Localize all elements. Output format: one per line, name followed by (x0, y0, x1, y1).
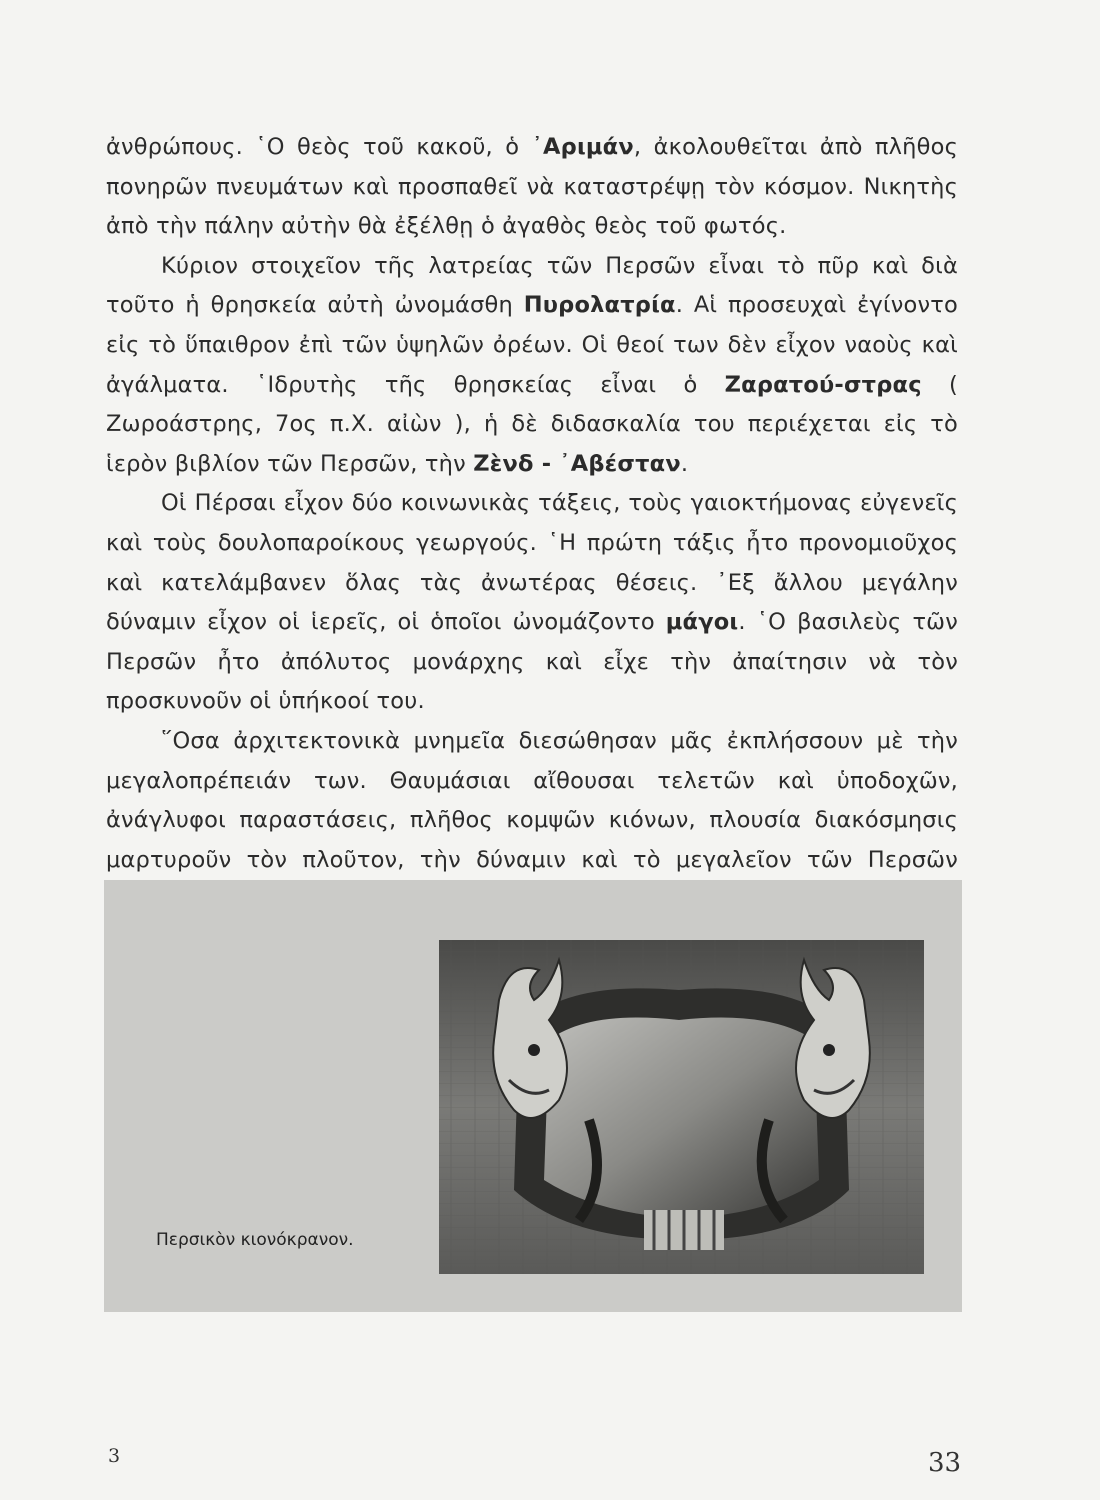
text-run: ἀνθρώπους. ῾Ο θεὸς τοῦ κακοῦ, ὁ ᾿ (106, 134, 544, 160)
text-run: . Αἱ προσευχαὶ ἐγίνοντο εἰς τὸ ὕπαιθρον ἐπὶ τῶν ὑψηλῶν ὀρέων. Οἱ θεοί των δὲν εἶχον ναοὺς καὶ ἀγάλματα. ῾Ιδρυτὴς τῆς θρησκείας εἶναι ὁ (106, 292, 958, 398)
capital-photo (439, 940, 924, 1274)
signature-mark: 3 (108, 1445, 121, 1467)
figure-caption: Περσικὸν κιονόκρανον. (156, 1230, 354, 1250)
text-run: Κύριον στοιχεῖον τῆς λατρείας τῶν Περσῶν εἶναι τὸ πῦρ καὶ διὰ τοῦτο ἡ θρησκεία αὐτὴ ὠνομάσθη (106, 252, 958, 319)
text-run: ( Ζωροάστρης, 7ος π.Χ. αἰὼν ), ἡ δὲ διδασκαλία του περιέχεται εἰς τὸ ἱερὸν βιβλίον τῶν Περσῶν, τὴν (106, 371, 958, 477)
text-run: ῞Οσα ἀρχιτεκτονικὰ μνημεῖα διεσώθησαν μᾶς ἐκπλήσσουν μὲ τὴν μεγαλοπρέπειάν των. Θαυμάσιαι αἴθουσαι τελετῶν καὶ ὑποδοχῶν, ἀνάγλυφοι παραστάσεις, πλῆθος κομψῶν κιόνων, πλουσία διακόσμησις μαρτυροῦν τὸν πλοῦτον, τὴν δύναμιν καὶ τὸ μεγαλεῖον τῶν Περσῶν (106, 727, 958, 873)
figure-plate (104, 880, 962, 1312)
text-run: , ἀκολουθεῖται ἀπὸ πλῆθος πονηρῶν πνευμάτων καὶ προσπαθεῖ νὰ καταστρέψῃ τὸν κόσμον. Νικητὴς ἀπὸ τὴν πάλην αὐτὴν θὰ ἐξέλθῃ ὁ ἀγαθὸς θεὸς τοῦ φωτός. (106, 134, 958, 240)
term-magoi: μάγοι (665, 609, 739, 636)
text-run: . (680, 450, 689, 477)
text-run: . ῾Ο βασιλεὺς τῶν Περσῶν ἦτο ἀπόλυτος μονάρχης καὶ εἶχε τὴν ἀπαίτησιν νὰ τὸν προσκυνοῦν οἱ ὑπήκοοί του. (106, 609, 958, 715)
paragraph-1 (106, 128, 958, 247)
persian-capital-illustration (439, 940, 924, 1274)
paragraph-2 (106, 247, 958, 485)
term-zarathustra: Ζαρατού-στρας (724, 371, 922, 398)
page-number: 33 (928, 1448, 962, 1478)
term-zend-avesta: Ζὲνδ - ᾿Αβέσταν (473, 450, 681, 477)
term-ariman: Αριμάν (543, 134, 634, 160)
body-text (106, 128, 958, 920)
term-pyrolatria: Πυρολατρία (523, 292, 676, 319)
text-run: Οἱ Πέρσαι εἶχον δύο κοινωνικὰς τάξεις, τοὺς γαιοκτήμονας εὐγενεῖς καὶ τοὺς δουλοπαροίκους γεωργούς. ῾Η πρώτη τάξις ἦτο προνομιοῦχος καὶ κατελάμβανεν ὅλας τὰς ἀνωτέρας θέσεις. ᾿Εξ ἄλλου μεγάλην δύναμιν εἶχον οἱ ἱερεῖς, οἱ ὁποῖοι ὠνομάζοντο (106, 490, 958, 636)
paragraph-3 (106, 484, 958, 722)
